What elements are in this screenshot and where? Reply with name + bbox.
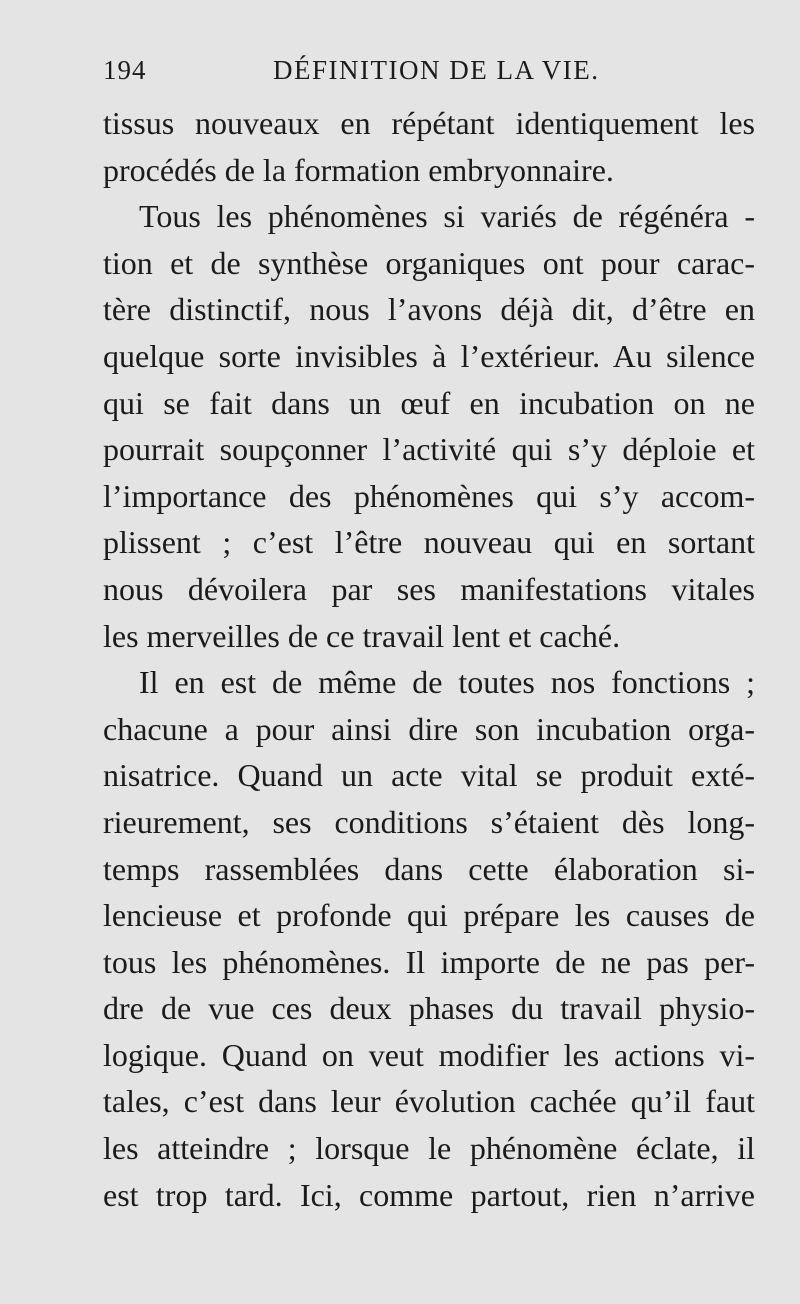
text-line: pourrait soupçonner l’activité qui s’y déploie et — [103, 431, 755, 468]
text-line: tère distinctif, nous l’avons déjà dit, d’être en — [103, 291, 755, 328]
text-line: nisatrice. Quand un acte vital se produit exté- — [103, 757, 755, 794]
text-line: l’importance des phénomènes qui s’y accom- — [103, 477, 755, 514]
text-line: tales, c’est dans leur évolution cachée qu’il faut — [103, 1083, 755, 1120]
text-line: Tous les phénomènes si variés de régénéra - — [139, 198, 755, 235]
text-line: lencieuse et profonde qui prépare les causes de — [103, 897, 755, 934]
page-number: 194 — [103, 55, 147, 85]
text-line: est trop tard. Ici, comme partout, rien n’arrive — [103, 1176, 755, 1213]
text-line: les atteindre ; lorsque le phénomène éclate, il — [103, 1130, 755, 1167]
text-line: Il en est de même de toutes nos fonctions ; — [139, 664, 755, 701]
text-line: logique. Quand on veut modifier les actions vi- — [103, 1036, 755, 1073]
text-line: tous les phénomènes. Il importe de ne pas per- — [103, 943, 755, 980]
text-line: les merveilles de ce travail lent et caché. — [103, 617, 621, 654]
text-line: nous dévoilera par ses manifestations vitales — [103, 570, 755, 607]
text-line: tion et de synthèse organiques ont pour carac- — [103, 244, 755, 281]
text-line: plissent ; c’est l’être nouveau qui en sortant — [103, 524, 755, 561]
text-line: procédés de la formation embryonnaire. — [103, 151, 614, 188]
text-line: rieurement, ses conditions s’étaient dès long- — [103, 803, 755, 840]
text-line: dre de vue ces deux phases du travail physio- — [103, 990, 755, 1027]
text-line: quelque sorte invisibles à l’extérieur. Au silence — [103, 337, 755, 374]
text-line: chacune a pour ainsi dire son incubation orga- — [103, 710, 755, 747]
running-title: DÉFINITION DE LA VIE. — [273, 55, 600, 85]
running-head — [103, 55, 753, 95]
text-line: qui se fait dans un œuf en incubation on ne — [103, 384, 755, 421]
body-text — [103, 100, 755, 1218]
text-line: tissus nouveaux en répétant identiquement les — [103, 105, 755, 141]
text-line: temps rassemblées dans cette élaboration si- — [103, 850, 755, 887]
